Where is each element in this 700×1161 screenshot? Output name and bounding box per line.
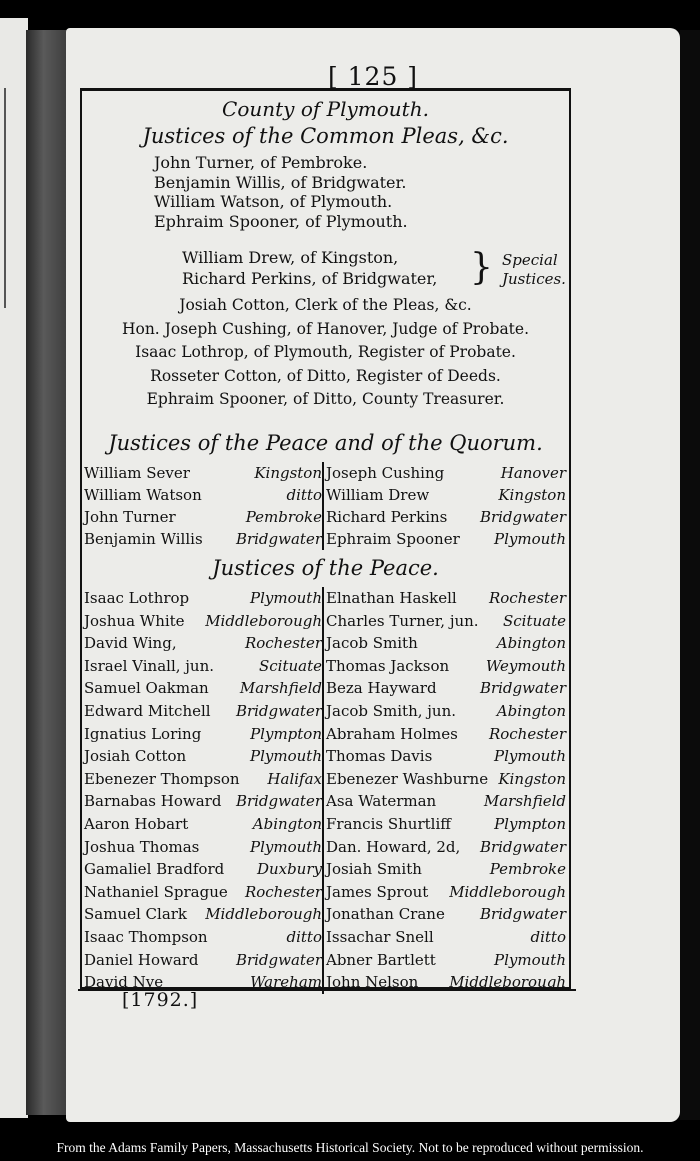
justice-town: ditto [530,927,566,946]
justice-row [326,903,566,926]
common-pleas-justice: Ephraim Spooner, of Plymouth. [154,211,408,231]
justice-name: John Turner [84,508,176,526]
justice-town: Bridgwater [479,837,566,856]
justice-name: Josiah Smith [326,860,422,879]
justice-row [326,926,566,949]
facing-page-mark [4,88,6,308]
justice-row [84,677,322,700]
justice-name: Abner Bartlett [326,950,436,969]
copyright-footer: From the Adams Family Papers, Massachusetts Historical Society. Not to be reproduced without permission. [0,1137,700,1161]
justice-row [84,745,322,768]
justice-name: Beza Hayward [326,679,437,698]
officer-line: Rosseter Cotton, of Ditto, Register of Deeds. [150,366,501,385]
justice-town: Bridgwater [479,905,566,924]
justice-row [84,903,322,926]
justice-town: ditto [286,927,322,946]
justice-town: Wareham [250,973,322,992]
page-number: [ 125 ] [327,62,419,91]
justice-town: Halifax [267,769,322,788]
common-pleas-justice: William Watson, of Plymouth. [154,192,393,211]
justice-row [326,790,566,813]
justice-town: Bridgwater [479,508,566,526]
justice-row [84,858,322,881]
justice-town: Plymouth [494,747,566,766]
justice-row [326,745,566,768]
justice-town: Plymouth [250,747,322,766]
justice-name: Jacob Smith, jun. [326,701,457,720]
book-spine [26,30,70,1115]
peace-left-column [84,587,324,994]
justice-name: Thomas Davis [326,747,433,766]
special-label-line: Justices. [502,270,566,288]
justice-name: Isaac Lothrop [84,589,190,607]
justice-row [326,632,566,655]
justice-name: Jonathan Crane [326,905,445,924]
justice-town: Plympton [250,724,322,743]
justice-name: Dan. Howard, 2d, [326,837,461,856]
justice-row [326,587,566,610]
justice-row [84,506,322,528]
justice-row [326,858,566,881]
justice-name: Israel Vinall, jun. [84,656,215,675]
justice-row [84,462,322,484]
justice-name: William Sever [84,464,190,482]
justice-row [84,632,322,655]
justice-name: Ebenezer Thompson [84,769,240,788]
justice-town: Middleborough [205,905,322,924]
justice-name: Josiah Cotton [84,747,187,766]
justice-row [84,836,322,859]
justice-name: Samuel Clark [84,905,188,924]
justice-name: Isaac Thompson [84,927,208,946]
justice-town: Plymouth [494,950,566,969]
justice-town: Kingston [254,464,322,482]
justice-town: Pembroke [245,508,322,526]
brace-icon: } [470,247,493,288]
justice-name: Richard Perkins [326,508,448,526]
county-heading: County of Plymouth. [222,97,429,121]
content-frame [80,88,571,992]
justice-town: Rochester [244,634,322,653]
justice-name: Daniel Howard [84,950,199,969]
justice-town: Weymouth [485,656,566,675]
justice-town: Kingston [498,769,566,788]
common-pleas-justice: Benjamin Willis, of Bridgwater. [154,172,407,192]
justice-row [326,677,566,700]
quorum-heading: Justices of the Peace and of the Quorum. [108,431,543,455]
justice-row [84,881,322,904]
officer-line: Hon. Joseph Cushing, of Hanover, Judge of Probate. [121,319,530,338]
justice-name: Aaron Hobart [84,814,189,833]
justice-row [84,587,322,610]
peace-right-column [326,587,566,994]
justice-name: William Watson [84,486,202,504]
justice-row [84,528,322,550]
justice-town: Rochester [244,882,322,901]
year-mark: [1792.] [122,989,199,1011]
justice-row [326,723,566,746]
justice-name: Issachar Snell [326,927,434,946]
officer-line: Josiah Cotton, Clerk of the Pleas, &c. [179,296,472,314]
justice-row [84,723,322,746]
justice-name: William Drew [326,486,430,504]
justice-name: Elnathan Haskell [326,589,457,607]
justice-row [84,700,322,723]
justice-row [326,881,566,904]
justice-town: Middleborough [449,882,566,901]
justice-town: Plympton [494,814,566,833]
justice-town: Bridgwater [235,530,322,548]
officer-line: Ephraim Spooner, of Ditto, County Treasurer. [146,390,505,408]
justice-town: Bridgwater [235,950,322,969]
justice-row [326,462,566,484]
justice-row [84,926,322,949]
justice-name: Samuel Oakman [84,679,209,698]
justice-town: Marshfield [239,679,322,698]
justice-row [326,949,566,972]
justice-name: Francis Shurtliff [326,814,451,833]
justice-name: Jacob Smith [326,634,418,653]
justice-town: Marshfield [483,792,566,811]
justice-town: Abington [496,634,566,653]
justice-town: Plymouth [250,589,322,607]
justice-row [84,949,322,972]
justice-town: Plymouth [250,837,322,856]
justice-name: Barnabas Howard [84,792,222,811]
justice-town: Hanover [500,464,566,482]
justice-row [326,528,566,550]
justice-name: Benjamin Willis [84,530,203,548]
justice-name: Edward Mitchell [84,701,211,720]
justice-name: Ebenezer Washburne [326,769,489,788]
justice-row [84,655,322,678]
justice-row [326,610,566,633]
justice-town: Scituate [258,656,322,675]
justice-row [84,768,322,791]
justice-row [84,813,322,836]
justice-town: Pembroke [489,860,566,879]
quorum-left-column [84,462,324,550]
book-page [66,28,680,1122]
justice-row [84,484,322,506]
justice-town: Bridgwater [235,792,322,811]
justice-row [326,506,566,528]
special-label-line: Special [502,251,558,269]
justice-name: David Wing, [84,634,177,653]
quorum-right-column [326,462,566,550]
justice-row [326,655,566,678]
justice-town: Duxbury [256,860,322,879]
justice-row [84,790,322,813]
justice-town: Abington [252,814,322,833]
justice-town: ditto [286,486,322,504]
justice-name: Abraham Holmes [326,724,458,743]
justice-town: Middleborough [205,611,322,630]
justice-town: Rochester [488,589,566,607]
special-justices-list [182,247,437,289]
special-justice: Richard Perkins, of Bridgwater, [182,269,438,288]
justice-name: Gamaliel Bradford [84,860,225,879]
justice-town: Plymouth [494,530,566,548]
page-shadow [680,30,700,1120]
justice-town: Abington [496,701,566,720]
justice-row [326,768,566,791]
special-justice: William Drew, of Kingston, [182,248,399,267]
special-justices-label [502,251,566,289]
officer-line: Isaac Lothrop, of Plymouth, Register of Probate. [135,343,516,361]
justice-town: Middleborough [449,973,566,992]
justice-row [326,836,566,859]
justice-town: Bridgwater [479,679,566,698]
justice-row [84,610,322,633]
justice-name: Asa Waterman [326,792,437,811]
common-pleas-heading: Justices of the Common Pleas, &c. [142,124,509,148]
justice-row [326,700,566,723]
justice-town: Scituate [502,611,566,630]
justice-name: Joshua White [84,611,185,630]
facing-page-edge [0,18,28,1118]
justice-name: Ephraim Spooner [326,530,460,548]
justice-name: Joseph Cushing [326,464,445,482]
justice-name: Ignatius Loring [84,724,202,743]
justice-town: Rochester [488,724,566,743]
justice-name: Charles Turner, jun. [326,611,479,630]
common-pleas-justice: John Turner, of Pembroke. [154,153,368,172]
justice-town: Bridgwater [235,701,322,720]
county-officers [82,294,569,412]
peace-heading: Justices of the Peace. [212,556,439,580]
common-pleas-list [154,153,408,231]
justice-row [326,813,566,836]
justice-name: Thomas Jackson [326,656,450,675]
justice-name: Joshua Thomas [84,837,200,856]
justice-name: John Nelson [326,973,419,992]
justice-name: David Nye [84,973,164,992]
justice-name: Nathaniel Sprague [84,882,228,901]
justice-row [326,484,566,506]
justice-name: James Sprout [326,882,429,901]
justice-town: Kingston [498,486,566,504]
